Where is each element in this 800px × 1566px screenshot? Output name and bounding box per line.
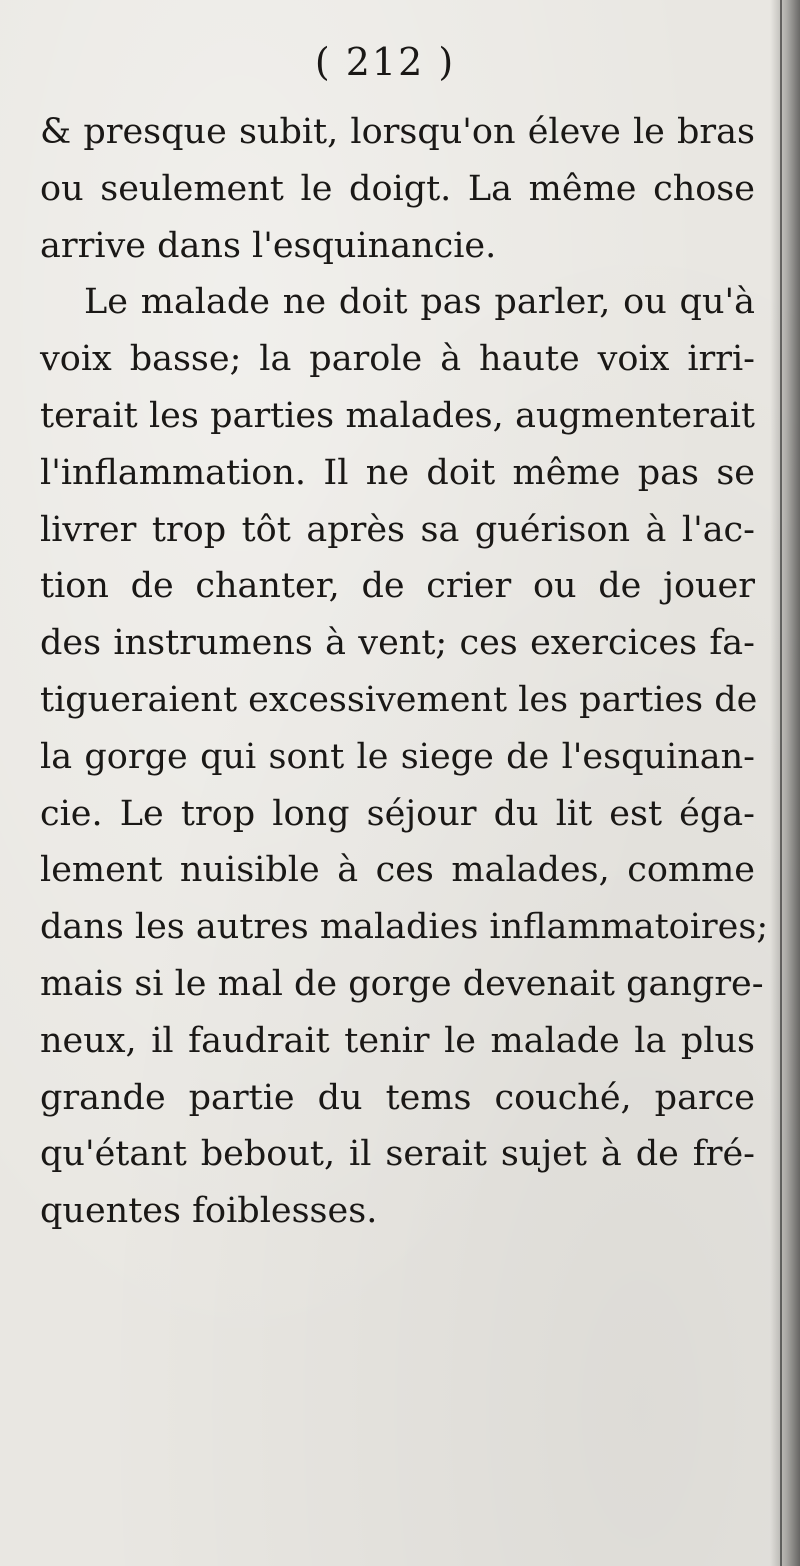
- text-line: tion de chanter, de crier ou de jouer: [40, 566, 755, 607]
- page-number: ( 212 ): [314, 40, 456, 84]
- text-line: tigueraient excessivement les parties de: [40, 679, 758, 720]
- text-line: grande partie du tems couché, parce: [40, 1077, 755, 1118]
- text-line: lement nuisible à ces malades, comme: [40, 850, 755, 891]
- text-line: neux, il faudrait tenir le malade la plus: [40, 1020, 755, 1061]
- text-line: livrer trop tôt après sa guérison à l'ac-: [40, 509, 755, 550]
- text-line: Le malade ne doit pas parler, ou qu'à: [84, 282, 755, 323]
- text-line: & presque subit, lorsqu'on éleve le bras: [40, 112, 755, 152]
- text-line: quentes foiblesses.: [40, 1191, 378, 1232]
- text-line: qu'étant bebout, il serait sujet à de fré-: [40, 1134, 755, 1175]
- text-line: la gorge qui sont le siege de l'esquinan-: [40, 736, 755, 777]
- text-line: voix basse; la parole à haute voix irri-: [40, 339, 755, 380]
- text-line: dans les autres maladies inflammatoires;: [40, 907, 769, 948]
- page-edge-shadow: [770, 0, 800, 1566]
- text-line: ou seulement le doigt. La même chose: [40, 168, 755, 209]
- text-line: arrive dans l'esquinancie.: [40, 225, 497, 266]
- body-text: [40, 104, 769, 1240]
- text-line: terait les parties malades, augmenterait: [40, 395, 755, 436]
- text-line: l'inflammation. Il ne doit même pas se: [40, 452, 755, 493]
- page-edge-line: [780, 0, 782, 1566]
- text-line: des instrumens à vent; ces exercices fa-: [40, 623, 755, 664]
- text-line: cie. Le trop long séjour du lit est éga-: [40, 793, 755, 834]
- text-line: mais si le mal de gorge devenait gangre-: [40, 963, 764, 1004]
